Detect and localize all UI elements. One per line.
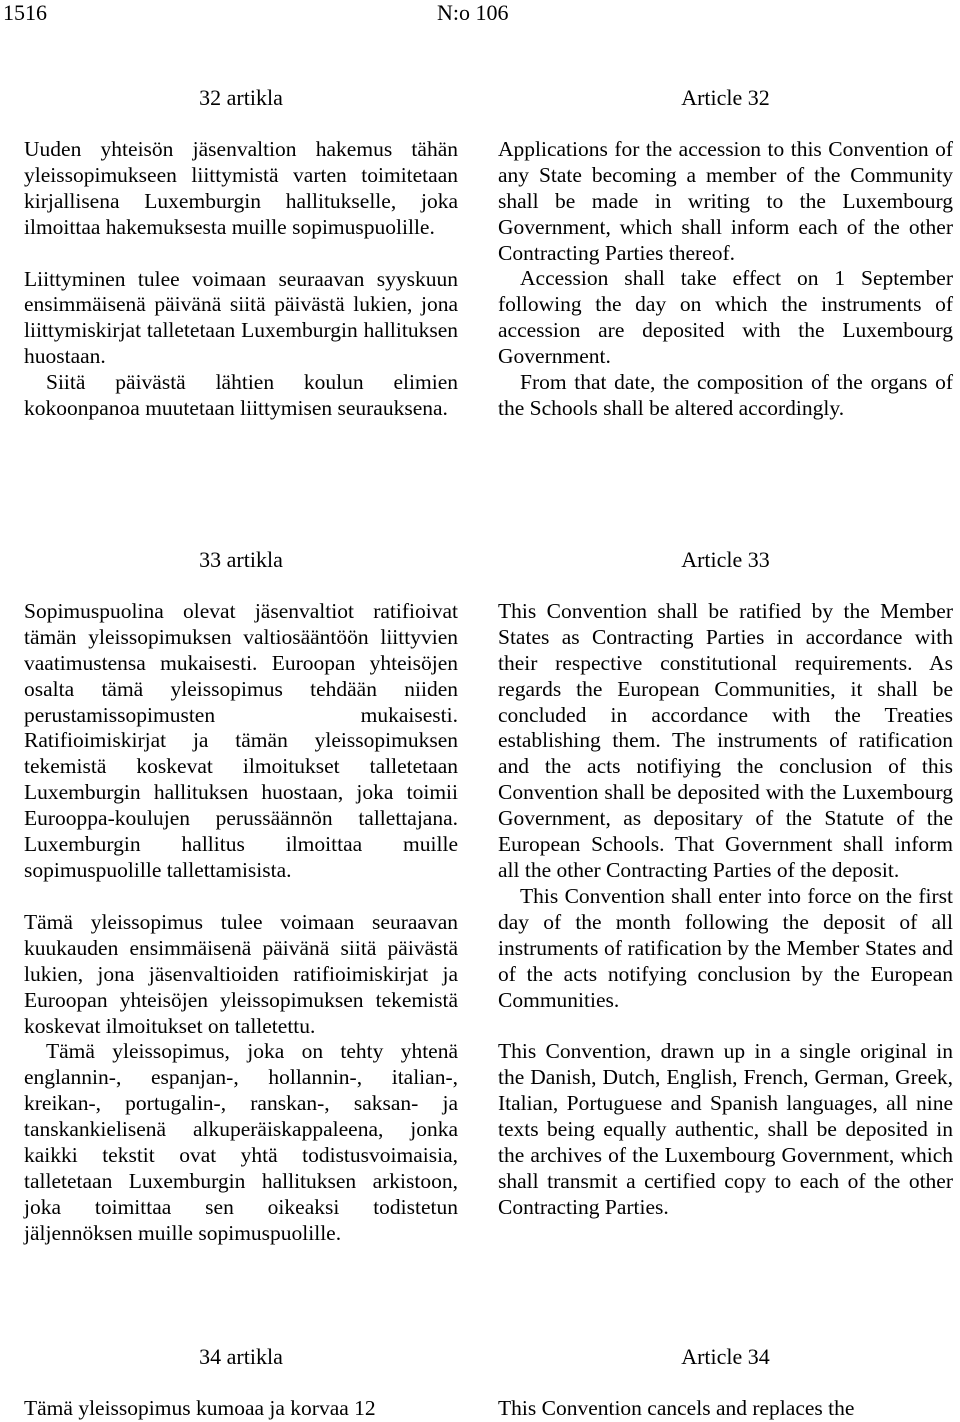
issue-number: N:o 106 — [437, 0, 509, 25]
article-33-fi-paragraph-3: Tämä yleissopimus, joka on tehty yhtenä englannin-, espanjan-, hollannin-, italian-, kreikan-, portugalin-, ranskan-, saksan- ja tanskankielisenä alkuperäiskappaleena, jonka kaikki tekstit ovat yhtä todistusvoimaisia, talletetaan Luxemburgin hallituksen arkistoon, joka toimittaa sen oikeaksi todistetun jäljennöksen muille sopimuspuolille. — [24, 1039, 458, 1245]
article-33-fi-paragraph-1: Sopimuspuolina olevat jäsenvaltiot ratifioivat tämän yleissopimuksen valtiosääntöön liittyvien vaatimustensa mukaisesti. Euroopan yhteisöjen osalta tämä yleissopimus tehdään niiden perustamissopimusten mukaisesti. Ratifioimiskirjat ja tämän yleissopimuksen tekemistä koskevat ilmoitukset talletetaan Luxemburgin hallituksen huostaan, joka toimii Eurooppa-koulujen perussäännön tallettajana. Luxemburgin hallitus ilmoittaa muille sopimuspuolille tallettamisista. — [24, 598, 458, 882]
article-34-fi — [24, 1344, 458, 1422]
article-32-fi-paragraph-3: Siitä päivästä lähtien koulun elimien kokoonpanoa muutetaan liittymisen seurauksena. — [24, 370, 458, 421]
article-33-fi-heading: 33 artikla — [199, 547, 283, 572]
article-32-en-paragraph-3: From that date, the composition of the organs of the Schools shall be altered accordingly. — [498, 370, 953, 420]
article-32-en — [498, 85, 953, 422]
article-32-fi-paragraph-1: Uuden yhteisön jäsenvaltion hakemus tähän yleissopimukseen liittymistä varten toimitetaan kirjallisena Luxemburgin hallitukselle, joka ilmoittaa hakemuksesta muille sopimuspuolille. — [24, 136, 458, 239]
article-33-en — [498, 547, 953, 1221]
article-32-en-paragraph-1: Applications for the accession to this Convention of any State becoming a member of the Community shall be made in writing to the Luxembourg Government, which shall inform each of the other Contracting Parties thereof. — [498, 136, 953, 265]
article-32-fi-paragraph-2: Liittyminen tulee voimaan seuraavan syyskuun ensimmäisenä päivänä siitä päivästä lukien, jona liittymiskirjat talletetaan Luxemburgin hallituksen huostaan. — [24, 266, 458, 369]
article-32-fi — [24, 85, 458, 422]
article-32-en-heading: Article 32 — [681, 85, 770, 110]
article-34-en-paragraph-1: This Convention cancels and replaces the — [498, 1395, 855, 1420]
article-34-en-heading: Article 34 — [681, 1344, 770, 1369]
article-32-en-paragraph-2: Accession shall take effect on 1 September following the day on which the instruments of accession are deposited with the Luxembourg Government. — [498, 266, 953, 369]
article-33-fi-paragraph-2: Tämä yleissopimus tulee voimaan seuraavan kuukauden ensimmäisenä päivänä siitä päivästä lukien, jona jäsenvaltioiden ratifioimiskirjat ja Euroopan yhteisöjen yleissopimuksen tekemistä koskevat ilmoitukset on talletettu. — [24, 909, 458, 1038]
article-34-fi-paragraph-1: Tämä yleissopimus kumoaa ja korvaa 12 — [24, 1395, 376, 1420]
article-33-en-paragraph-3: This Convention, drawn up in a single original in the Danish, Dutch, English, French, German, Greek, Italian, Portuguese and Spanish languages, all nine texts being equally authentic, shall be deposited in the archives of the Luxembourg Government, which shall transmit a certified copy to each of the other Contracting Parties. — [498, 1039, 953, 1219]
article-34-fi-heading: 34 artikla — [199, 1344, 283, 1369]
article-34-en — [498, 1344, 953, 1422]
article-32-fi-heading: 32 artikla — [199, 85, 283, 110]
article-33-en-paragraph-2: This Convention shall enter into force on the first day of the month following the deposit of all instruments of ratification by the Member States and of the acts notifying conclusion by the European Communities. — [498, 883, 953, 1012]
article-33-en-paragraph-1: This Convention shall be ratified by the Member States as Contracting Parties in accordance with their respective constitutional requirements. As regards the European Communities, it shall be concluded in accordance with the Treaties establishing them. The instruments of ratification and the acts notifiying the conclusion of this Convention shall be deposited with the Luxembourg Government, as depositary of the Statute of the European Schools. That Government shall inform all the other Contracting Parties of the deposit. — [498, 598, 953, 882]
article-33-en-heading: Article 33 — [681, 547, 770, 572]
article-33-fi — [24, 547, 458, 1247]
page-number: 1516 — [3, 0, 47, 25]
